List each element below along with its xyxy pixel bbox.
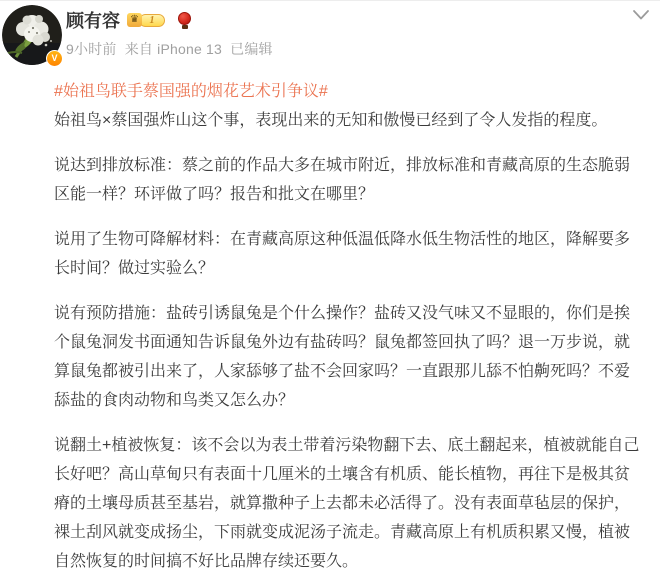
chevron-down-icon[interactable]: [632, 9, 650, 21]
hashtag-topic-link[interactable]: #始祖鸟联手蔡国强的烟花艺术引争议#: [54, 83, 328, 100]
paragraph-text: 始祖鸟×蔡国强炸山这个事，表现出来的无知和傲慢已经到了令人发指的程度。: [54, 112, 608, 129]
post-meta: [66, 39, 620, 59]
paragraph-text: 说有预防措施：盐砖引诱鼠兔是个什么操作？盐砖又没气味又不显眼的，你们是挨个鼠兔洞发书面通知告诉鼠兔外边有盐砖吗？鼠兔都签回执了吗？退一万步说，就算鼠兔都被引出来了，人家舔够了盐不会回家吗？一直跟那儿舔不怕齁死吗？不爱舔盐的食肉动物和鸟类又怎么办？: [54, 305, 631, 409]
paragraph-text: 说达到排放标准：蔡之前的作品大多在城市附近，排放标准和青藏高原的生态脆弱区能一样？环评做了吗？报告和批文在哪里？: [54, 157, 631, 203]
medal-circle: [178, 12, 191, 25]
crown-icon[interactable]: ♛: [127, 13, 142, 27]
timestamp: 9小时前: [66, 41, 117, 57]
level-badge[interactable]: 1: [139, 14, 165, 27]
medal-ribbon: [182, 25, 188, 29]
avatar[interactable]: [2, 5, 62, 65]
weibo-post-card: [0, 1, 660, 574]
post-header: [0, 1, 660, 71]
lead-paragraph: [54, 77, 645, 135]
verified-badge-icon: [46, 50, 63, 67]
username-row: [66, 9, 620, 31]
medal-badge-icon[interactable]: [178, 12, 192, 29]
username[interactable]: 顾有容: [66, 11, 120, 31]
post-content: [0, 71, 660, 576]
edited-label: 已编辑: [230, 41, 273, 57]
verified-letter: V: [51, 53, 58, 63]
paragraph-text: 说翻土+植被恢复：该不会以为表土带着污染物翻下去、底土翻起来，植被就能自己长好吧？高山草甸只有表面十几厘米的土壤含有机质、能长植物，再往下是极其贫瘠的土壤母质甚至基岩，就算撒种子上去都未必活得了。没有表面草毡层的保护，裸土刮风就变成扬尘，下雨就变成泥汤子流走。青藏高原上有机质积累又慢，植被自然恢复的时间搞不好比品牌存续还要久。: [54, 437, 640, 570]
header-main: [66, 9, 620, 59]
paragraph-text: 说用了生物可降解材料：在青藏高原这种低温低降水低生物活性的地区，降解要多长时间？做过实验么？: [54, 231, 631, 277]
source-device[interactable]: 来自 iPhone 13: [124, 41, 223, 57]
